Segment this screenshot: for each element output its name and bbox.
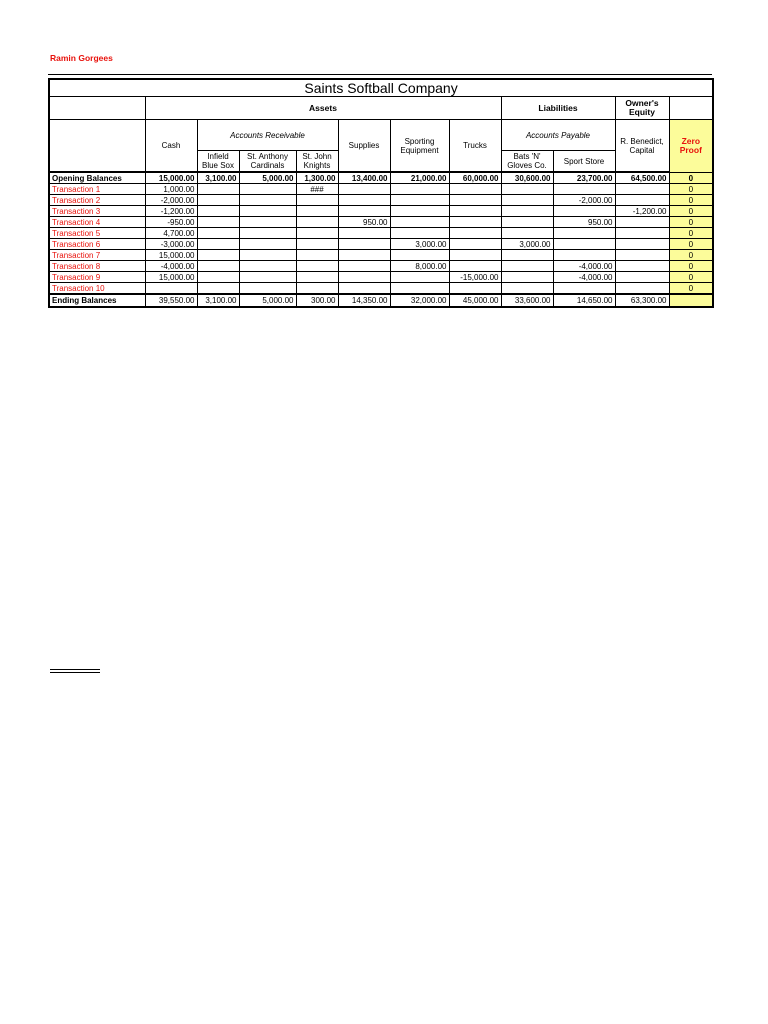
st-john-cell xyxy=(296,272,338,283)
trucks-cell xyxy=(449,217,501,228)
zero-proof-cell: 0 xyxy=(669,239,713,250)
bats-cell xyxy=(501,195,553,206)
st-anthony-cell xyxy=(239,228,296,239)
trucks-cell: 45,000.00 xyxy=(449,294,501,307)
infield-header: Infield Blue Sox xyxy=(197,151,239,172)
sport-store-cell xyxy=(553,283,615,295)
opening-row xyxy=(49,173,713,184)
row-label: Transaction 2 xyxy=(49,195,145,206)
st-john-cell xyxy=(296,283,338,295)
infield-cell xyxy=(197,283,239,295)
capital-cell: 64,500.00 xyxy=(615,173,669,184)
sport-store-cell: -4,000.00 xyxy=(553,261,615,272)
sporting-cell xyxy=(390,250,449,261)
sporting-cell: 8,000.00 xyxy=(390,261,449,272)
st-anthony-cell: 5,000.00 xyxy=(239,294,296,307)
cash-cell xyxy=(145,283,197,295)
blank-header-cell xyxy=(669,97,713,120)
sporting-equipment-header: Sporting Equipment xyxy=(390,120,449,172)
st-anthony-header: St. Anthony Cardinals xyxy=(239,151,296,172)
trucks-cell xyxy=(449,195,501,206)
author-name: Ramin Gorgees xyxy=(50,53,113,63)
infield-cell: 3,100.00 xyxy=(197,173,239,184)
capital-cell xyxy=(615,184,669,195)
st-anthony-cell: 5,000.00 xyxy=(239,173,296,184)
transaction-row xyxy=(49,283,713,295)
sporting-cell xyxy=(390,228,449,239)
infield-cell: 3,100.00 xyxy=(197,294,239,307)
cash-cell: 4,700.00 xyxy=(145,228,197,239)
zero-proof-cell: 0 xyxy=(669,261,713,272)
supplies-cell xyxy=(338,272,390,283)
ledger-table xyxy=(48,78,714,308)
supplies-cell xyxy=(338,195,390,206)
cash-cell: 15,000.00 xyxy=(145,272,197,283)
cash-cell: -950.00 xyxy=(145,217,197,228)
capital-cell xyxy=(615,272,669,283)
bats-cell xyxy=(501,217,553,228)
zero-proof-cell: 0 xyxy=(669,195,713,206)
sporting-cell: 21,000.00 xyxy=(390,173,449,184)
infield-cell xyxy=(197,217,239,228)
cash-cell: 15,000.00 xyxy=(145,173,197,184)
sport-store-cell xyxy=(553,239,615,250)
zero-proof-cell: 0 xyxy=(669,272,713,283)
zero-proof-cell xyxy=(669,294,713,307)
sport-store-cell xyxy=(553,206,615,217)
st-john-cell xyxy=(296,206,338,217)
zero-proof-cell: 0 xyxy=(669,283,713,295)
st-anthony-cell xyxy=(239,206,296,217)
sport-store-cell xyxy=(553,228,615,239)
st-john-cell xyxy=(296,228,338,239)
liabilities-header: Liabilities xyxy=(501,97,615,120)
infield-cell xyxy=(197,184,239,195)
spreadsheet xyxy=(48,78,714,308)
capital-cell xyxy=(615,228,669,239)
supplies-cell xyxy=(338,250,390,261)
bats-cell xyxy=(501,206,553,217)
capital-cell xyxy=(615,239,669,250)
capital-cell: 63,300.00 xyxy=(615,294,669,307)
transaction-row xyxy=(49,217,713,228)
supplies-cell xyxy=(338,184,390,195)
row-label: Transaction 3 xyxy=(49,206,145,217)
supplies-header: Supplies xyxy=(338,120,390,172)
trucks-cell: -15,000.00 xyxy=(449,272,501,283)
sporting-cell xyxy=(390,283,449,295)
zero-proof-cell: 0 xyxy=(669,173,713,184)
sport-store-cell: 23,700.00 xyxy=(553,173,615,184)
st-john-cell xyxy=(296,250,338,261)
capital-cell xyxy=(615,195,669,206)
row-label: Transaction 8 xyxy=(49,261,145,272)
infield-cell xyxy=(197,206,239,217)
zero-proof-cell: 0 xyxy=(669,184,713,195)
capital-cell xyxy=(615,283,669,295)
st-john-cell: 300.00 xyxy=(296,294,338,307)
sport-store-cell: 14,650.00 xyxy=(553,294,615,307)
sheet-title: Saints Softball Company xyxy=(49,79,713,97)
row-label: Opening Balances xyxy=(49,173,145,184)
infield-cell xyxy=(197,228,239,239)
accounts-receivable-header: Accounts Receivable xyxy=(197,120,338,151)
zero-proof-cell: 0 xyxy=(669,217,713,228)
st-anthony-cell xyxy=(239,239,296,250)
bats-header: Bats 'N' Gloves Co. xyxy=(501,151,553,172)
zero-proof-cell: 0 xyxy=(669,250,713,261)
supplies-cell xyxy=(338,206,390,217)
trucks-cell xyxy=(449,228,501,239)
zero-proof-header: Zero Proof xyxy=(669,120,713,173)
blank-header-cell xyxy=(49,120,145,172)
supplies-cell xyxy=(338,261,390,272)
infield-cell xyxy=(197,250,239,261)
cash-cell: -2,000.00 xyxy=(145,195,197,206)
row-label: Ending Balances xyxy=(49,294,145,307)
infield-cell xyxy=(197,272,239,283)
st-anthony-cell xyxy=(239,250,296,261)
capital-cell xyxy=(615,261,669,272)
trucks-cell xyxy=(449,239,501,250)
transaction-row xyxy=(49,228,713,239)
cash-cell: 39,550.00 xyxy=(145,294,197,307)
st-anthony-cell xyxy=(239,283,296,295)
transaction-row xyxy=(49,206,713,217)
st-john-cell xyxy=(296,239,338,250)
zero-proof-cell: 0 xyxy=(669,206,713,217)
bats-cell: 3,000.00 xyxy=(501,239,553,250)
transaction-row xyxy=(49,195,713,206)
sporting-cell xyxy=(390,195,449,206)
trucks-cell xyxy=(449,250,501,261)
capital-cell xyxy=(615,250,669,261)
st-anthony-cell xyxy=(239,195,296,206)
st-anthony-cell xyxy=(239,272,296,283)
st-anthony-cell xyxy=(239,217,296,228)
assets-header: Assets xyxy=(145,97,501,120)
capital-cell xyxy=(615,217,669,228)
st-john-cell xyxy=(296,261,338,272)
capital-header: R. Benedict, Capital xyxy=(615,120,669,172)
st-john-cell xyxy=(296,195,338,206)
cash-cell: 1,000.00 xyxy=(145,184,197,195)
trucks-cell xyxy=(449,283,501,295)
bats-cell xyxy=(501,228,553,239)
bats-cell xyxy=(501,184,553,195)
row-label: Transaction 6 xyxy=(49,239,145,250)
trucks-header: Trucks xyxy=(449,120,501,172)
double-underline-mark xyxy=(50,669,100,673)
sporting-cell: 3,000.00 xyxy=(390,239,449,250)
sport-store-cell: -4,000.00 xyxy=(553,272,615,283)
row-label: Transaction 4 xyxy=(49,217,145,228)
supplies-cell xyxy=(338,239,390,250)
sport-store-cell: 950.00 xyxy=(553,217,615,228)
accounts-payable-header: Accounts Payable xyxy=(501,120,615,151)
cash-cell: -1,200.00 xyxy=(145,206,197,217)
sporting-cell xyxy=(390,217,449,228)
cash-cell: -3,000.00 xyxy=(145,239,197,250)
supplies-cell xyxy=(338,283,390,295)
blank-header-cell xyxy=(49,97,145,120)
st-anthony-cell xyxy=(239,184,296,195)
infield-cell xyxy=(197,239,239,250)
trucks-cell xyxy=(449,184,501,195)
ending-row xyxy=(49,294,713,307)
trucks-cell: 60,000.00 xyxy=(449,173,501,184)
bats-cell: 33,600.00 xyxy=(501,294,553,307)
row-label: Transaction 10 xyxy=(49,283,145,295)
sporting-cell xyxy=(390,184,449,195)
st-john-cell: ### xyxy=(296,184,338,195)
infield-cell xyxy=(197,195,239,206)
transaction-row xyxy=(49,261,713,272)
st-john-cell xyxy=(296,217,338,228)
row-label: Transaction 9 xyxy=(49,272,145,283)
owners-equity-header: Owner's Equity xyxy=(615,97,669,120)
bats-cell: 30,600.00 xyxy=(501,173,553,184)
sporting-cell: 32,000.00 xyxy=(390,294,449,307)
row-label: Transaction 7 xyxy=(49,250,145,261)
infield-cell xyxy=(197,261,239,272)
zero-proof-cell: 0 xyxy=(669,228,713,239)
capital-cell: -1,200.00 xyxy=(615,206,669,217)
sporting-cell xyxy=(390,272,449,283)
row-label: Transaction 5 xyxy=(49,228,145,239)
bats-cell xyxy=(501,261,553,272)
row-label: Transaction 1 xyxy=(49,184,145,195)
supplies-cell xyxy=(338,228,390,239)
transaction-row xyxy=(49,250,713,261)
bats-cell xyxy=(501,283,553,295)
bats-cell xyxy=(501,250,553,261)
trucks-cell xyxy=(449,206,501,217)
sport-store-cell: -2,000.00 xyxy=(553,195,615,206)
top-rule xyxy=(48,74,712,75)
cash-header: Cash xyxy=(145,120,197,172)
supplies-cell: 13,400.00 xyxy=(338,173,390,184)
supplies-cell: 950.00 xyxy=(338,217,390,228)
transaction-row xyxy=(49,272,713,283)
transaction-row xyxy=(49,239,713,250)
cash-cell: -4,000.00 xyxy=(145,261,197,272)
supplies-cell: 14,350.00 xyxy=(338,294,390,307)
cash-cell: 15,000.00 xyxy=(145,250,197,261)
sport-store-header: Sport Store xyxy=(553,151,615,172)
st-john-header: St. John Knights xyxy=(296,151,338,172)
transaction-row xyxy=(49,184,713,195)
st-john-cell: 1,300.00 xyxy=(296,173,338,184)
sport-store-cell xyxy=(553,250,615,261)
trucks-cell xyxy=(449,261,501,272)
sport-store-cell xyxy=(553,184,615,195)
bats-cell xyxy=(501,272,553,283)
st-anthony-cell xyxy=(239,261,296,272)
sporting-cell xyxy=(390,206,449,217)
